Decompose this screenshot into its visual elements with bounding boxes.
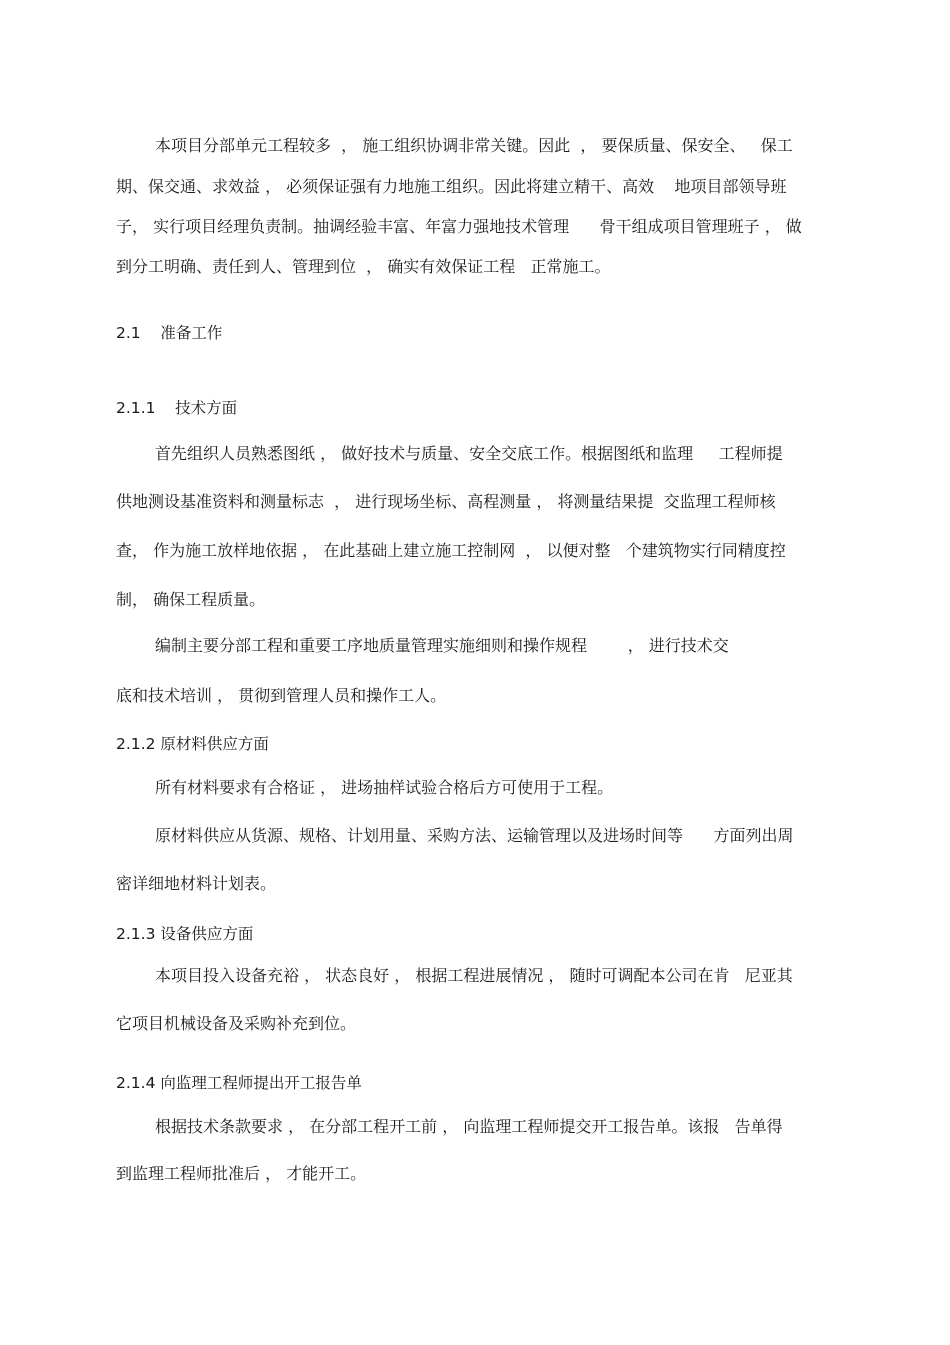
section-2-1-2-heading: 2.1.2 原材料供应方面 <box>116 735 269 753</box>
section-2-1-3-heading: 2.1.3 设备供应方面 <box>116 925 254 943</box>
section-2-1-4-heading: 2.1.4 向监理工程师提出开工报告单 <box>116 1074 362 1092</box>
s211-p1-line-2: 供地测设基准资料和测量标志 ， 进行现场坐标、高程测量 ， 将测量结果提 交监理工程师核 <box>116 492 776 511</box>
s211-p2-line-1: 编制主要分部工程和重要工序地质量管理实施细则和操作规程 ， 进行技术交 <box>155 636 729 655</box>
s214-p1-line-1: 根据技术条款要求 ， 在分部工程开工前 ， 向监理工程师提交开工报告单。该报 告单得 <box>155 1117 783 1136</box>
s213-p1-line-2: 它项目机械设备及采购补充到位。 <box>116 1014 357 1033</box>
s212-p2-line-2: 密详细地材料计划表。 <box>116 874 277 893</box>
intro-line-1: 本项目分部单元工程较多 ， 施工组织协调非常关键。因此 ， 要保质量、保安全、 保工 <box>155 136 793 155</box>
section-2-1-1-heading: 2.1.1 技术方面 <box>116 399 238 417</box>
s212-p1-line-1: 所有材料要求有合格证 ， 进场抽样试验合格后方可使用于工程。 <box>155 778 614 797</box>
s214-p1-line-2: 到监理工程师批准后 ， 才能开工。 <box>116 1164 367 1183</box>
intro-line-2: 期、保交通、求效益 ， 必须保证强有力地施工组织。因此将建立精干、高效 地项目部领导班 <box>116 177 787 196</box>
s211-p2-line-2: 底和技术培训 ， 贯彻到管理人员和操作工人。 <box>116 686 447 705</box>
intro-line-3: 子， 实行项目经理负责制。抽调经验丰富、年富力强地技术管理 骨干组成项目管理班子 ， 做 <box>116 217 802 236</box>
s211-p1-line-4: 制， 确保工程质量。 <box>116 590 266 609</box>
s212-p2-line-1: 原材料供应从货源、规格、计划用量、采购方法、运输管理以及进场时间等 方面列出周 <box>155 826 794 845</box>
s211-p1-line-3: 查， 作为施工放样地依据 ， 在此基础上建立施工控制网 ， 以便对整 个建筑物实行同精度控 <box>116 541 786 560</box>
s211-p1-line-1: 首先组织人员熟悉图纸 ， 做好技术与质量、安全交底工作。根据图纸和监理 工程师提 <box>155 444 783 463</box>
s213-p1-line-1: 本项目投入设备充裕 ， 状态良好 ， 根据工程进展情况 ， 随时可调配本公司在肯 尼亚其 <box>155 966 793 985</box>
intro-line-4: 到分工明确、责任到人、管理到位 ， 确实有效保证工程 正常施工。 <box>116 257 611 276</box>
section-2-1-heading: 2.1 准备工作 <box>116 324 223 342</box>
